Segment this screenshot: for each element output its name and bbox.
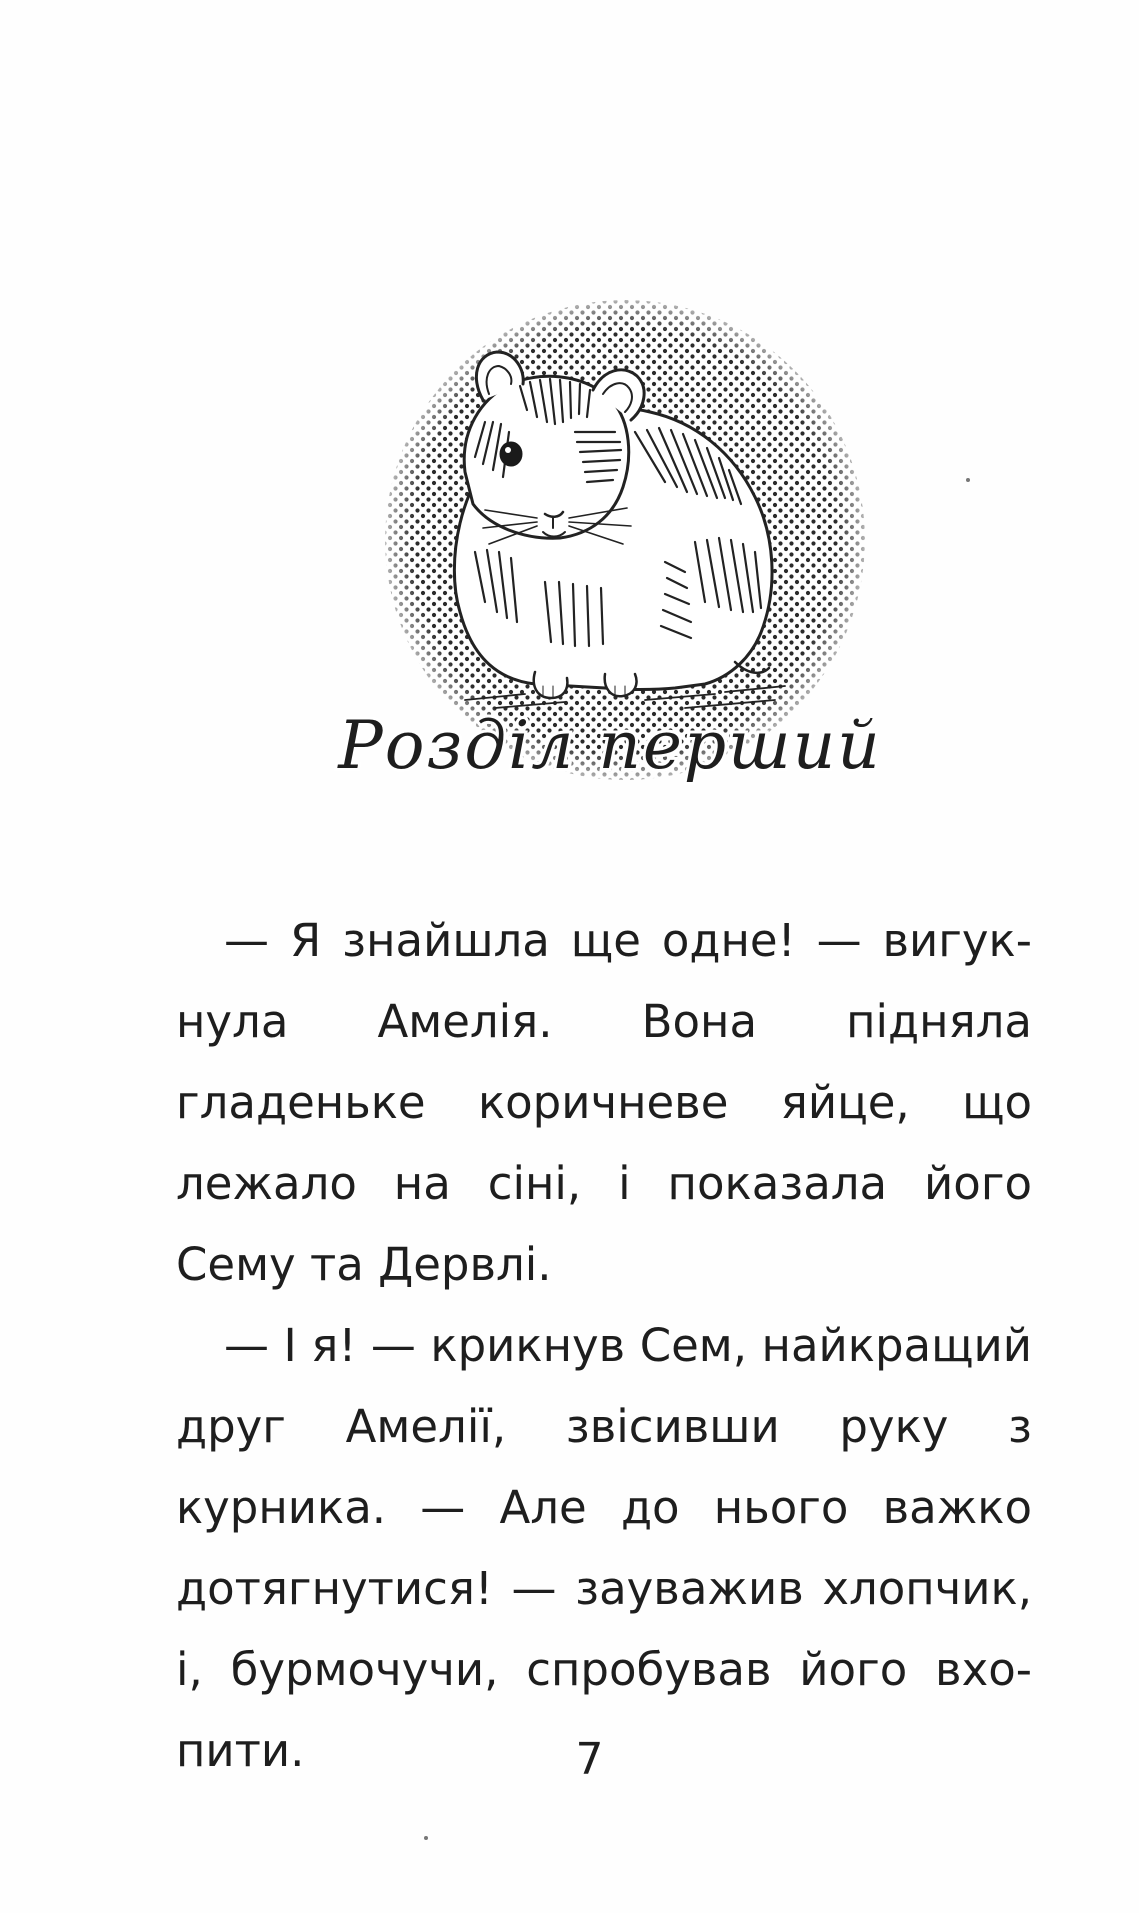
scan-speck [966,478,970,482]
body-text [176,900,1032,1791]
paragraph-2: — І я! — крикнув Сем, найкращий друг Амелії, звісивши руку з курника. — Але до нього важко дотягнутися! — зауважив хлопчик, і, бурмочучи, спробував його вхопити. [176,1319,1032,1777]
chapter-title-text: Розділ перший [338,707,882,784]
scan-speck [424,1836,428,1840]
chapter-title [330,690,890,800]
page-number: 7 [575,1734,604,1785]
paragraph-1: — Я знайшла ще одне! — вигукнула Амелія. Вона підняла гладеньке коричневе яйце, що лежало на сіні, і показала його Сему та Дервлі. [176,914,1032,1291]
